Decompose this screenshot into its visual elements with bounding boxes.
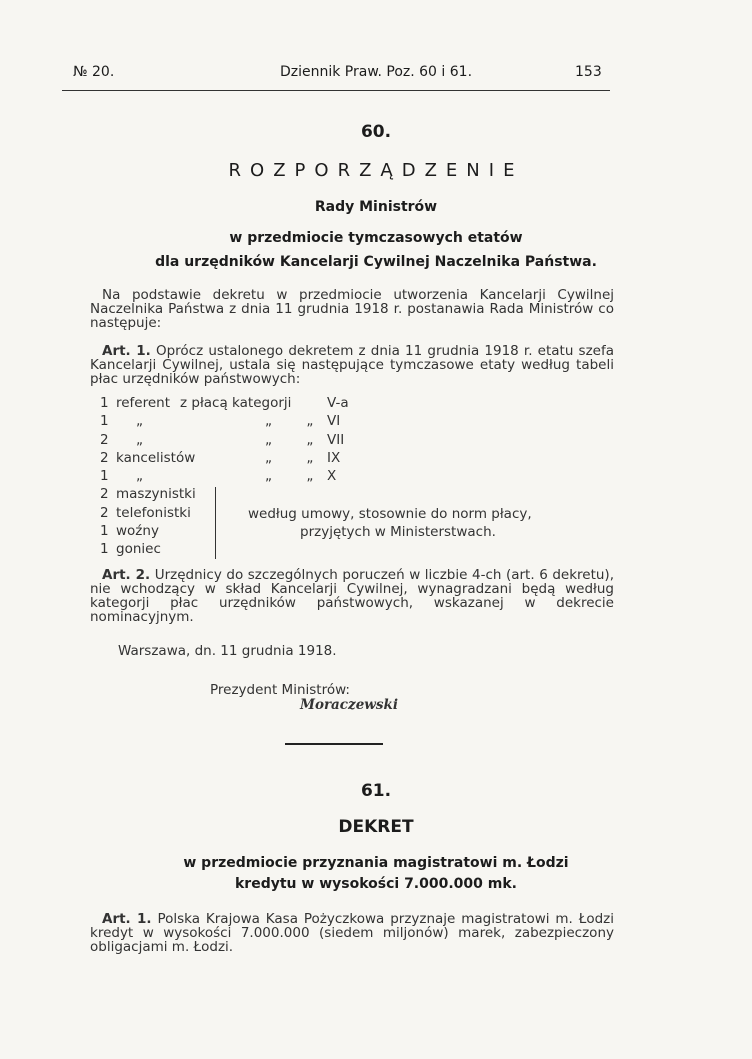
section-60-subject-line1: w przedmiocie tymczasowych etatów bbox=[229, 230, 523, 246]
section-60-article-2: Art. 2. Urzędnicy do szczególnych poruczeń w liczbie 4-ch (art. 6 dekretu), nie wchodzący w skład Kancelarji Cywilnej, wynagradzani będą według kategorji płac urzędników państwowych, wskazanej w dekrecie nominacyjnym. bbox=[90, 567, 614, 625]
grouping-brace bbox=[215, 487, 222, 559]
header-rule bbox=[62, 90, 610, 91]
section-divider bbox=[285, 743, 383, 745]
document-page: № 20. Dziennik Praw. Poz. 60 i 61. 153 60. ROZPORZĄDZENIE Rady Ministrów w przedmiocie tymczasowych etatów dla urzędników Kancelarji Cywilnej Naczelnika Państwa. Na podstawie dekretu w przedmiocie utworzenia Kancelarji Cywilnej Naczelnika Państwa z dnia 11 grudnia 1918 r. postanawia Rada Ministrów co następuje: Art. 1. Oprócz ustalonego dekretem z dnia 11 grudnia 1918 r. etatu szefa Kancelarji Cywilnej, ustala się następujące tymczasowe etaty według tabeli płac urzędników państwowych: 1 referent z płacą kategorji V-a 1 „ „ „ VI 2 „ „ „ VII 2 kancelistów „ „ IX 1 „ „ „ X 2 maszynistki 2 telefonistki 1 woźny 1 goniec według umowy, stosownie do norm płacy, przyjętych w Ministerstwach. Art. 2. Urzędnicy do szczególnych poruczeń w liczbie 4-ch (art. 6 dekretu), nie wchodzący w skład Kancelarji Cywilnej, wynagradzani będą według kategorji płac urzędników państwowych, wskazanej w dekrecie nominacyjnym. Warszawa, dn. 11 grudnia 1918. Prezydent Ministrów: Moraczewski 61. DEKRET w przedmiocie przyznania magistratowi m. Łodzi kredytu w wysokości 7.000.000 mk. Art. 1. Polska Krajowa Kasa Pożyczkowa przyznaje magistratowi m. Łodzi kredyt w wysokości 7.000.000 (siedem miljonów) marek, zabezpieczony obligacjami m. Łodzi. bbox=[0, 0, 752, 1059]
section-61-article-1: Art. 1. Polska Krajowa Kasa Pożyczkowa przyznaje magistratowi m. Łodzi kredyt w wysokości 7.000.000 (siedem miljonów) marek, zabezpieczony obligacjami m. Łodzi. bbox=[90, 911, 614, 955]
signer-signature: Moraczewski bbox=[300, 697, 398, 713]
section-60-article-1: Art. 1. Oprócz ustalonego dekretem z dnia 11 grudnia 1918 r. etatu szefa Kancelarji Cywilnej, ustala się następujące tymczasowe etaty według tabeli płac urzędników państwowych: bbox=[90, 343, 614, 387]
section-60-issuer: Rady Ministrów bbox=[314, 199, 438, 215]
section-60-number: 60. bbox=[360, 122, 392, 142]
section-61-title: DEKRET bbox=[338, 817, 414, 837]
section-61-subject-line2: kredytu w wysokości 7.000.000 mk. bbox=[235, 876, 517, 892]
page-number: 153 bbox=[575, 64, 602, 80]
section-61-subject-line1: w przedmiocie przyznania magistratowi m. Łodzi bbox=[183, 855, 569, 871]
contract-note-line2: przyjętych w Ministerstwach. bbox=[300, 524, 496, 540]
section-60-intro: Na podstawie dekretu w przedmiocie utworzenia Kancelarji Cywilnej Naczelnika Państwa z dnia 11 grudnia 1918 r. postanawia Rada Ministrów co następuje: bbox=[90, 287, 614, 331]
article-label: Art. 2. bbox=[102, 567, 151, 583]
issue-number: № 20. bbox=[73, 64, 115, 80]
journal-title: Dziennik Praw. Poz. 60 i 61. bbox=[279, 64, 473, 80]
article-label: Art. 1. bbox=[102, 343, 151, 359]
section-60-subject-line2: dla urzędników Kancelarji Cywilnej Naczelnika Państwa. bbox=[155, 254, 597, 270]
contract-note-line1: według umowy, stosownie do norm płacy, bbox=[248, 506, 532, 522]
section-61-number: 61. bbox=[360, 781, 392, 801]
place-and-date: Warszawa, dn. 11 grudnia 1918. bbox=[118, 643, 337, 659]
signer-title: Prezydent Ministrów: bbox=[210, 682, 350, 698]
article-label: Art. 1. bbox=[102, 911, 152, 927]
section-60-title: ROZPORZĄDZENIE bbox=[228, 160, 524, 181]
